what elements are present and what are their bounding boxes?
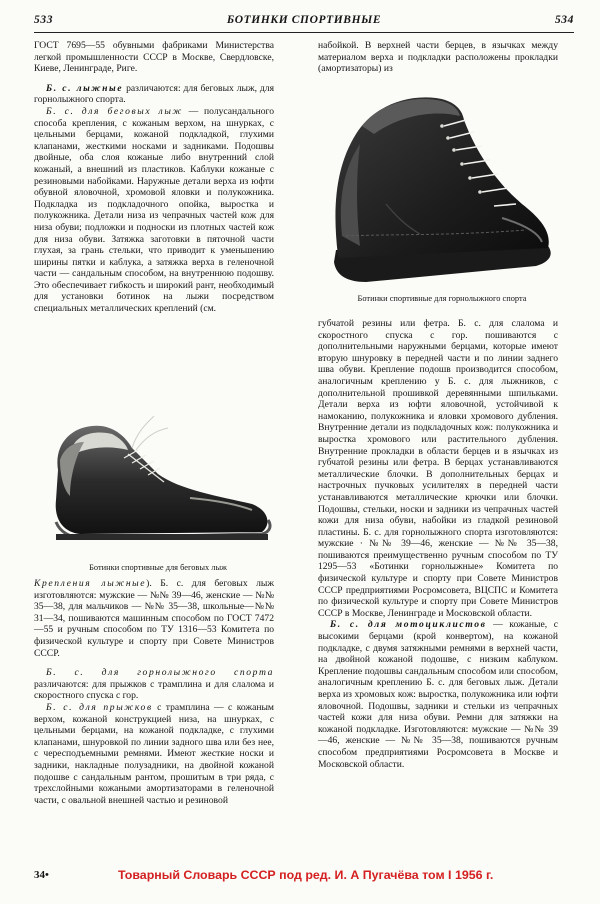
left-column-top [34,40,274,315]
right-column-bottom [318,318,558,770]
source-credit: Товарный Словарь СССР под ред. И. А Пугачёва том I 1956 г. [118,868,494,882]
header-rule [34,32,574,33]
right-paragraph-3: Б. с. для мотоциклистов — кожаные, с высокими берцами (крой конвертом), на кожаной подкладке, с двумя затяжными ремнями в верхней части, на двойной кожаной подошве, с низким каблуком. Крепление подошвы сандальным способом или способом, аналогичным креплению Б. с. для беговых лыж. Детали верха из хромовых кож: выростка, полукожника или юфти яловочной. Подошвы, задники и стельки из чепрачных частей кожи для низа обуви. Ремни для затяжки на кожаной подкладке. Изготовляются: мужские — №№ 39—46, женские — №№ 35—38, пошиваются ручным способом предприятиями Росромсовета в Москве и Московской области. [318,619,558,770]
boot-illustration-1 [40,400,276,550]
page-number-left: 533 [34,14,54,26]
footer-page-number: 34• [34,869,49,881]
left-paragraph-2: Б. с. лыжные различаются: для беговых лыж, для горнолыжного спорта. [34,82,274,106]
left-paragraph-3: Б. с. для беговых лыж — полусандального способа крепления, с кожаным верхом, на шнурках, с цельными берцами, кожаной подкладкой, глухими клапанами, жесткими носками и задниками. Подошвы двойные, оба слоя кожаные либо внутренний слой кожаный, а внешний из пластиков. Каблуки кожаные с резиновыми набойками. Наружные детали верха из юфти обувной яловочной, хромовой яловки и полукожника. Подкладка из подкладочного опойка, выростка и полукожника. Детали низа из чепрачных частей кож для низа обуви; подложки и подноски из плотных частей кож для низа обуви. Затяжка заготовки в пяточной части глухая, за грань стельки, что приводит к уменьшению ширины пятки и каблука, а затяжка верха в геленочной части — сандальным способом, на внутреннюю подошву. Это обеспечивает гибкость и широкий рант, необходимый для установки ботинок на лыжи посредством специальных металлических креплений (см. [34,105,274,315]
left-paragraph-6: Б. с. для прыжков с трамплина — с кожаным верхом, кожаной конструкцией низа, на шнурках, с цельными берцами, на кожаной подкладке, с глухими клапанами, шнуровкой по линии задного шва или без нее, с чересподъемными ремнями. Имеют жесткие носки и задники, накладные полузадники, на двойной кожаной подошве с сандальным рантом, прошитым в три ряда, с трехслойными кожаными амортизаторами в геленочной части, с овальной внешней частью и резиновой [34,701,274,806]
right-paragraph-1: набойкой. В верхней части берцев, в язычках между материалом верха и подкладки расположены прокладки (амортизаторы) из [318,40,558,75]
left-paragraph-5: Б. с. для горнолыжного спорта различаются: для прыжков с трамплина и для слалома и скоростного спуска с гор. [34,667,274,702]
term-ski-boots: Б. с. лыжные [46,82,124,94]
left-paragraph-1: ГОСТ 7695—55 обувными фабриками Министерства легкой промышленности СССР в Москве, Свердловске, Киеве, Ленинграде, Риге. [34,40,274,75]
term-cross-country: Б. с. для беговых лыж [46,105,183,117]
header-title: БОТИНКИ СПОРТИВНЫЕ [226,14,382,26]
figure-cross-country-boot [40,400,276,550]
term-alpine: Б. с. для горнолыжного спорта [46,667,274,679]
right-paragraph-2: губчатой резины или фетра. Б. с. для слалома и скоростного спуска с гор. пошиваются с дополнительными наружными берцами, которые имеют вторую шнуровку в передней части и по линии заднего шва обуви. Крепление подошв производится способом, аналогичным креплению у Б. с. для лыжников, с дополнительной прошивкой деревянными шпильками. Детали верха из юфти яловочной, устойчивой к намоканию, полукожника и яловки хромового дубления. Внутренние детали из подкладочных кож: полукожника и выростка хромового или растительного дубления. Внутренние прокладки в области берцев и в язычках из губчатой резины или фетра. В берцах устанавливаются металлические блочки. В дополнительных берцах и настрочных пучковых усилителях в передней части устанавливаются металлические крючки или блочки. Подошвы, стельки, носки и задники из чепрачных частей кожи для низа обуви, набойки из гладкой резиновой пластины. Б. с. для горнолыжного спорта изготовляются: мужские · №№ 39—46, женские — №№ 35—38, пошиваются преимущественно ручным способом по ТУ 1295—53 «Ботинки горнолыжные» Комитета по физической культуре и спорту при Совете Министров СССР предприятиями Росромсовета, ВЦСПС и Комитета по физической культуре и спорту при Совете Министров СССР в Москве, Ленинграде и Московской области. [318,318,558,619]
page-number-right: 534 [554,14,574,26]
figure-2-caption: Ботинки спортивные для горнолыжного спорта [357,294,527,303]
figure-alpine-boot [326,86,558,290]
term-motorcycle: Б. с. для мотоциклистов [330,619,487,631]
term-ski-bindings: Крепления лыжные [34,578,147,589]
right-column-top [318,40,558,75]
left-paragraph-4: Крепления лыжные). Б. с. для беговых лыж изготовляются: мужские — №№ 39—46, женские — №№ 35—38, для мальчиков — №№ 35—38, школьные—№№ 31—34, пошиваются машинным способом по ГОСТ 7472—55 и ручным способом по ТУ 1316—53 Комитета по физической культуре и спорту при Совете Министров СССР. [34,578,274,659]
left-column-bottom [34,578,274,806]
term-jumping: Б. с. для прыжков [46,701,153,713]
figure-1-caption: Ботинки спортивные для беговых лыж [89,563,227,572]
boot-illustration-2 [326,86,558,290]
running-header [34,14,574,30]
